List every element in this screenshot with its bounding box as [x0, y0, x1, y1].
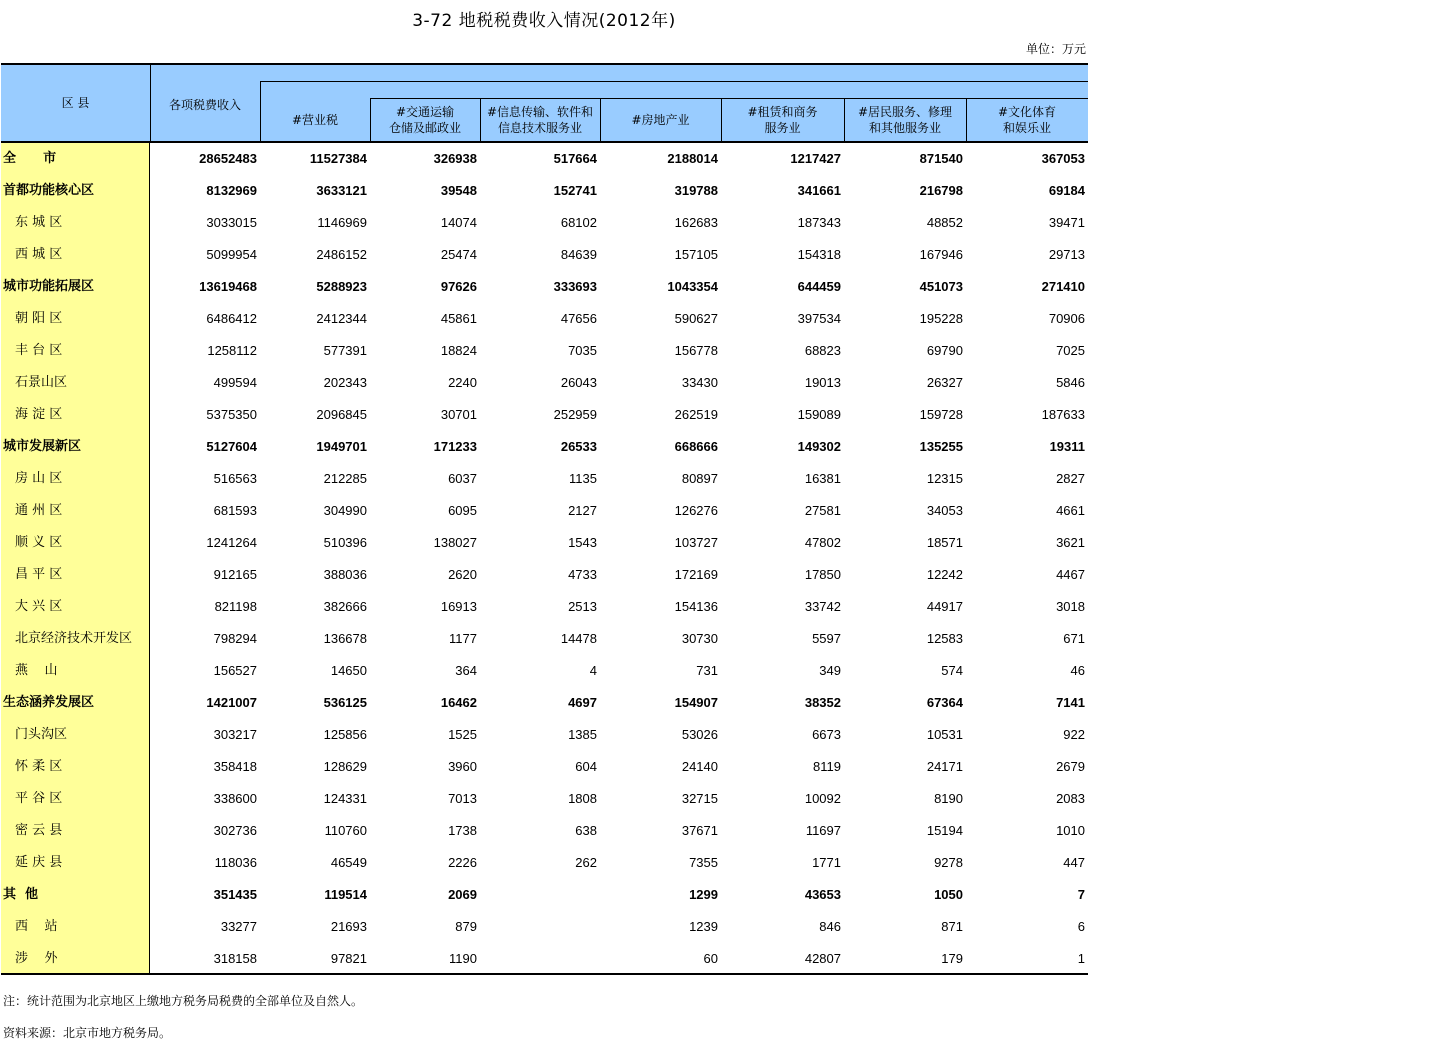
row-value-cell: 388036	[323, 567, 367, 582]
table-bottom-rule	[1, 973, 1088, 975]
row-value-cell: 125856	[323, 727, 367, 742]
row-value-cell: 19013	[804, 375, 841, 390]
table-body	[1, 143, 1088, 975]
row-value-cell: 2827	[1056, 471, 1085, 486]
row-district-name: 燕 山	[1, 655, 150, 687]
table-row	[1, 719, 1088, 751]
row-value-cell: 510396	[323, 535, 367, 550]
row-value-cell: 128629	[323, 759, 367, 774]
header-divider	[260, 81, 261, 141]
row-value-cell: 53026	[681, 727, 718, 742]
row-value-cell: 5597	[812, 631, 841, 646]
row-value-cell: 157105	[674, 247, 718, 262]
row-value-cell: 39548	[440, 183, 477, 198]
table-row	[1, 655, 1088, 687]
row-value-cell: 2486152	[316, 247, 367, 262]
row-value-cell: 46549	[330, 855, 367, 870]
row-value-cell: 46	[1070, 663, 1085, 678]
row-value-cell: 118036	[214, 855, 257, 870]
row-value-cell: 8119	[813, 759, 841, 774]
table-row	[1, 303, 1088, 335]
row-value-cell: 11697	[805, 823, 841, 838]
row-value-cell: 7355	[689, 855, 718, 870]
row-value-cell: 5127604	[206, 439, 257, 454]
table-source: 资料来源：北京市地方税务局。	[3, 1026, 172, 1040]
row-value-cell: 10531	[926, 727, 963, 742]
header-col-culture: #文化体育 和娱乐业	[997, 104, 1057, 135]
row-value-cell: 517664	[553, 151, 597, 166]
row-value-cell: 303217	[213, 727, 257, 742]
row-value-cell: 16913	[440, 599, 477, 614]
row-value-cell: 14650	[330, 663, 367, 678]
row-value-cell: 84639	[560, 247, 597, 262]
row-district-name: 房 山 区	[1, 463, 150, 495]
row-value-cell: 6037	[448, 471, 477, 486]
row-value-cell: 195228	[919, 311, 963, 326]
row-value-cell: 2096845	[316, 407, 367, 422]
row-value-cell: 1010	[1056, 823, 1085, 838]
table-row	[1, 559, 1088, 591]
row-value-cell: 304990	[323, 503, 367, 518]
row-value-cell: 341661	[797, 183, 841, 198]
row-value-cell: 319788	[674, 183, 718, 198]
row-value-cell: 846	[819, 919, 841, 934]
row-value-cell: 60	[703, 951, 718, 966]
table-row	[1, 687, 1088, 719]
row-value-cell: 19311	[1049, 439, 1085, 454]
row-value-cell: 26043	[560, 375, 597, 390]
row-value-cell: 69790	[926, 343, 963, 358]
row-value-cell: 1050	[934, 887, 963, 902]
header-col-leasing: #租赁和商务 服务业	[747, 104, 818, 135]
row-value-cell: 1808	[568, 791, 597, 806]
row-value-cell: 68102	[560, 215, 597, 230]
row-district-name: 其 他	[1, 879, 150, 911]
row-value-cell: 922	[1063, 727, 1085, 742]
row-value-cell: 326938	[433, 151, 477, 166]
table-row	[1, 623, 1088, 655]
row-value-cell: 4733	[568, 567, 597, 582]
row-value-cell: 1217427	[790, 151, 841, 166]
page-title: 3-72 地税税费收入情况(2012年)	[412, 11, 676, 31]
row-value-cell: 3033015	[206, 215, 257, 230]
row-value-cell: 39471	[1048, 215, 1085, 230]
row-value-cell: 318158	[213, 951, 257, 966]
row-value-cell: 2412344	[316, 311, 367, 326]
row-value-cell: 7013	[448, 791, 477, 806]
table-row	[1, 463, 1088, 495]
row-value-cell: 48852	[926, 215, 963, 230]
row-district-name: 西 城 区	[1, 239, 150, 271]
row-value-cell: 14074	[440, 215, 477, 230]
table-row	[1, 175, 1088, 207]
row-value-cell: 1190	[449, 951, 477, 966]
row-value-cell: 349	[819, 663, 841, 678]
row-value-cell: 1258112	[207, 343, 257, 358]
table-row	[1, 527, 1088, 559]
row-value-cell: 12315	[926, 471, 963, 486]
row-value-cell: 119514	[324, 887, 367, 902]
row-value-cell: 6	[1077, 919, 1085, 934]
row-value-cell: 351435	[213, 887, 257, 902]
row-value-cell: 2188014	[667, 151, 718, 166]
row-value-cell: 3621	[1056, 535, 1085, 550]
row-value-cell: 871540	[919, 151, 963, 166]
row-value-cell: 154136	[674, 599, 718, 614]
table-row	[1, 367, 1088, 399]
row-value-cell: 135255	[919, 439, 963, 454]
row-value-cell: 821198	[214, 599, 257, 614]
row-value-cell: 27581	[804, 503, 841, 518]
row-value-cell: 7025	[1056, 343, 1085, 358]
row-value-cell: 302736	[213, 823, 257, 838]
row-value-cell: 604	[575, 759, 597, 774]
row-value-cell: 262	[575, 855, 597, 870]
row-value-cell: 2083	[1056, 791, 1085, 806]
header-total: 各项税费收入	[168, 98, 241, 112]
row-value-cell: 159728	[919, 407, 963, 422]
row-value-cell: 202343	[323, 375, 367, 390]
row-value-cell: 47656	[560, 311, 597, 326]
row-district-name: 延 庆 县	[1, 847, 150, 879]
row-value-cell: 38352	[804, 695, 841, 710]
row-value-cell: 2620	[448, 567, 477, 582]
row-value-cell: 33277	[220, 919, 257, 934]
row-value-cell: 7	[1077, 887, 1085, 902]
header-divider	[370, 98, 1088, 99]
row-value-cell: 149302	[797, 439, 841, 454]
row-value-cell: 1543	[568, 535, 597, 550]
row-value-cell: 2127	[568, 503, 597, 518]
row-value-cell: 252959	[553, 407, 597, 422]
row-value-cell: 67364	[926, 695, 963, 710]
row-value-cell: 17850	[804, 567, 841, 582]
row-value-cell: 912165	[213, 567, 257, 582]
row-value-cell: 18571	[926, 535, 963, 550]
row-value-cell: 3960	[448, 759, 477, 774]
table-row	[1, 495, 1088, 527]
row-district-name: 怀 柔 区	[1, 751, 150, 783]
row-district-name: 昌 平 区	[1, 559, 150, 591]
row-value-cell: 1738	[448, 823, 477, 838]
row-value-cell: 1525	[448, 727, 477, 742]
table-row	[1, 399, 1088, 431]
row-value-cell: 43653	[804, 887, 841, 902]
row-district-name: 首都功能核心区	[1, 175, 150, 207]
row-value-cell: 397534	[797, 311, 841, 326]
row-value-cell: 1421007	[206, 695, 257, 710]
row-value-cell: 24171	[926, 759, 963, 774]
table-header	[1, 63, 1088, 143]
row-value-cell: 68823	[804, 343, 841, 358]
row-value-cell: 2679	[1056, 759, 1085, 774]
row-value-cell: 187633	[1041, 407, 1085, 422]
district-column-divider	[149, 143, 150, 975]
table-row	[1, 879, 1088, 911]
row-value-cell: 1177	[449, 631, 477, 646]
row-district-name: 丰 台 区	[1, 335, 150, 367]
table-row	[1, 847, 1088, 879]
row-value-cell: 30701	[440, 407, 477, 422]
row-value-cell: 42807	[804, 951, 841, 966]
row-value-cell: 13619468	[199, 279, 257, 294]
row-value-cell: 1239	[689, 919, 718, 934]
row-value-cell: 12242	[926, 567, 963, 582]
row-value-cell: 5846	[1056, 375, 1085, 390]
row-value-cell: 156527	[213, 663, 257, 678]
table-row	[1, 335, 1088, 367]
row-value-cell	[480, 879, 600, 911]
row-value-cell: 2240	[448, 375, 477, 390]
row-value-cell: 216798	[919, 183, 963, 198]
row-value-cell: 681593	[213, 503, 257, 518]
row-value-cell: 159089	[797, 407, 841, 422]
row-value-cell: 6486412	[206, 311, 257, 326]
table-note: 注：统计范围为北京地区上缴地方税务局税费的全部单位及自然人。	[3, 994, 364, 1008]
row-value-cell: 26327	[926, 375, 963, 390]
row-value-cell: 29713	[1048, 247, 1085, 262]
row-district-name: 朝 阳 区	[1, 303, 150, 335]
row-district-name: 平 谷 区	[1, 783, 150, 815]
row-district-name: 生态涵养发展区	[1, 687, 150, 719]
row-value-cell: 47802	[804, 535, 841, 550]
row-value-cell: 367053	[1041, 151, 1085, 166]
row-value-cell: 3633121	[316, 183, 367, 198]
row-value-cell	[480, 911, 600, 943]
row-value-cell: 364	[455, 663, 477, 678]
row-value-cell: 167946	[919, 247, 963, 262]
row-value-cell: 574	[941, 663, 963, 678]
row-value-cell: 4	[589, 663, 597, 678]
row-district-name: 全 市	[1, 143, 150, 175]
row-value-cell: 1385	[568, 727, 597, 742]
row-district-name: 城市功能拓展区	[1, 271, 150, 303]
row-value-cell	[480, 943, 600, 975]
row-value-cell: 590627	[674, 311, 718, 326]
header-divider	[150, 65, 151, 141]
header-divider	[844, 98, 845, 141]
header-col-resident-services: #居民服务、修理 和其他服务业	[857, 104, 953, 135]
header-district: 区 县	[61, 96, 90, 110]
row-value-cell: 358418	[213, 759, 257, 774]
row-value-cell: 4467	[1056, 567, 1085, 582]
header-divider	[721, 98, 722, 141]
row-value-cell: 172169	[674, 567, 718, 582]
row-value-cell: 138027	[433, 535, 477, 550]
row-district-name: 东 城 区	[1, 207, 150, 239]
header-divider	[370, 98, 371, 141]
row-district-name: 顺 义 区	[1, 527, 150, 559]
table-row	[1, 943, 1088, 975]
row-district-name: 北京经济技术开发区	[1, 623, 150, 655]
unit-label: 单位：万元	[1025, 42, 1086, 56]
row-value-cell: 103727	[674, 535, 718, 550]
row-value-cell: 1771	[812, 855, 841, 870]
table-row	[1, 271, 1088, 303]
row-value-cell: 536125	[323, 695, 367, 710]
row-value-cell: 262519	[674, 407, 718, 422]
row-value-cell: 1135	[569, 471, 597, 486]
row-value-cell: 516563	[213, 471, 257, 486]
row-value-cell: 338600	[213, 791, 257, 806]
row-value-cell: 80897	[681, 471, 718, 486]
table-row	[1, 431, 1088, 463]
row-value-cell: 382666	[323, 599, 367, 614]
header-col-transport: #交通运输 仓储及邮政业	[388, 104, 461, 135]
row-value-cell: 33430	[681, 375, 718, 390]
row-value-cell: 162683	[674, 215, 718, 230]
row-value-cell: 126276	[674, 503, 718, 518]
row-value-cell: 671	[1063, 631, 1085, 646]
row-value-cell: 879	[455, 919, 477, 934]
row-value-cell: 179	[941, 951, 963, 966]
row-value-cell: 212285	[323, 471, 367, 486]
row-value-cell: 451073	[919, 279, 963, 294]
row-value-cell: 69184	[1048, 183, 1085, 198]
table-row	[1, 815, 1088, 847]
row-value-cell: 14478	[560, 631, 597, 646]
row-value-cell: 271410	[1041, 279, 1085, 294]
row-value-cell: 110760	[324, 823, 367, 838]
row-value-cell: 5375350	[206, 407, 257, 422]
row-value-cell: 4661	[1056, 503, 1085, 518]
row-value-cell: 156778	[674, 343, 718, 358]
row-value-cell: 28652483	[199, 151, 257, 166]
row-value-cell: 333693	[553, 279, 597, 294]
row-value-cell: 668666	[674, 439, 718, 454]
row-value-cell: 12583	[926, 631, 963, 646]
row-value-cell: 30730	[681, 631, 718, 646]
row-value-cell: 499594	[213, 375, 257, 390]
row-value-cell: 124331	[323, 791, 367, 806]
header-divider	[966, 98, 967, 141]
row-value-cell: 6095	[448, 503, 477, 518]
row-value-cell: 45861	[440, 311, 477, 326]
row-value-cell: 33742	[804, 599, 841, 614]
header-col-real-estate: #房地产业	[631, 112, 690, 127]
row-value-cell: 798294	[213, 631, 257, 646]
row-value-cell: 2226	[448, 855, 477, 870]
row-district-name: 西 站	[1, 911, 150, 943]
row-value-cell: 2069	[448, 887, 477, 902]
row-value-cell: 1949701	[316, 439, 367, 454]
table-row	[1, 143, 1088, 175]
header-divider	[260, 81, 1088, 82]
row-value-cell: 97626	[440, 279, 477, 294]
row-value-cell: 70906	[1048, 311, 1085, 326]
row-value-cell: 7035	[568, 343, 597, 358]
row-value-cell: 2513	[568, 599, 597, 614]
table-row	[1, 783, 1088, 815]
row-value-cell: 447	[1063, 855, 1085, 870]
row-value-cell: 4697	[568, 695, 597, 710]
row-value-cell: 871	[941, 919, 963, 934]
row-value-cell: 152741	[553, 183, 597, 198]
row-value-cell: 5099954	[206, 247, 257, 262]
row-value-cell: 34053	[926, 503, 963, 518]
row-district-name: 门头沟区	[1, 719, 150, 751]
row-value-cell: 187343	[797, 215, 841, 230]
row-value-cell: 577391	[323, 343, 367, 358]
row-value-cell: 1146969	[317, 215, 367, 230]
row-value-cell: 1299	[689, 887, 718, 902]
row-value-cell: 731	[696, 663, 718, 678]
row-value-cell: 154907	[674, 695, 718, 710]
row-district-name: 大 兴 区	[1, 591, 150, 623]
row-district-name: 城市发展新区	[1, 431, 150, 463]
row-value-cell: 18824	[440, 343, 477, 358]
row-district-name: 石景山区	[1, 367, 150, 399]
row-value-cell: 15194	[926, 823, 963, 838]
row-value-cell: 3018	[1056, 599, 1085, 614]
row-value-cell: 1241264	[206, 535, 257, 550]
row-value-cell: 644459	[797, 279, 841, 294]
row-district-name: 涉 外	[1, 943, 150, 975]
row-value-cell: 6673	[812, 727, 841, 742]
row-district-name: 通 州 区	[1, 495, 150, 527]
row-value-cell: 8132969	[206, 183, 257, 198]
row-value-cell: 9278	[934, 855, 963, 870]
row-value-cell: 21693	[330, 919, 367, 934]
row-value-cell: 97821	[330, 951, 367, 966]
table-row	[1, 207, 1088, 239]
row-value-cell: 5288923	[316, 279, 367, 294]
row-value-cell: 16381	[804, 471, 841, 486]
row-value-cell: 10092	[804, 791, 841, 806]
header-divider	[480, 98, 481, 141]
row-value-cell: 26533	[560, 439, 597, 454]
table-row	[1, 751, 1088, 783]
row-value-cell: 154318	[797, 247, 841, 262]
row-value-cell: 16462	[440, 695, 477, 710]
table-row	[1, 911, 1088, 943]
row-district-name: 密 云 县	[1, 815, 150, 847]
row-value-cell: 171233	[433, 439, 477, 454]
row-value-cell: 1043354	[667, 279, 718, 294]
row-value-cell: 37671	[681, 823, 718, 838]
header-divider	[600, 98, 601, 141]
row-district-name: 海 淀 区	[1, 399, 150, 431]
row-value-cell: 7141	[1056, 695, 1085, 710]
table-row	[1, 591, 1088, 623]
row-value-cell: 25474	[440, 247, 477, 262]
header-col-business-tax: #营业税	[291, 112, 339, 127]
row-value-cell: 1	[1077, 951, 1085, 966]
header-col-it: #信息传输、软件和 信息技术服务业	[486, 104, 594, 135]
row-value-cell: 136678	[323, 631, 367, 646]
row-value-cell: 24140	[681, 759, 718, 774]
table-row	[1, 239, 1088, 271]
row-value-cell: 32715	[681, 791, 718, 806]
row-value-cell: 11527384	[309, 151, 367, 166]
row-value-cell: 44917	[926, 599, 963, 614]
row-value-cell: 638	[575, 823, 597, 838]
row-value-cell: 8190	[934, 791, 963, 806]
